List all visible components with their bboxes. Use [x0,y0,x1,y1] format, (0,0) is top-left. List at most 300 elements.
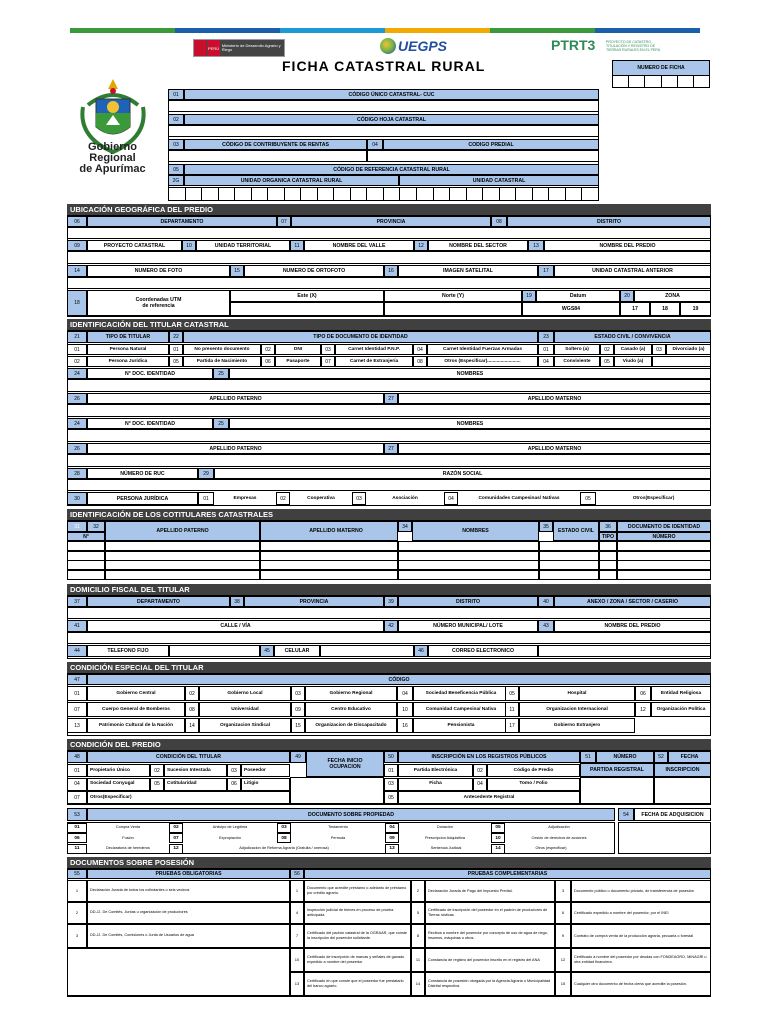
cotitular-cell[interactable] [617,551,711,561]
prueba-number: 1 [290,880,304,902]
code-cell[interactable] [500,188,517,200]
cuc-input[interactable] [168,100,599,112]
prueba-complementaria[interactable]: Certificado del padrón catastral de la OGRAAR, que conste la inscripción del poseedor solicitante. [304,924,411,948]
option-code: 03 [227,764,241,777]
prueba-number: 15 [555,972,571,996]
option-label[interactable]: Gobierno Local [199,686,291,701]
option-label[interactable]: Patrimonio Cultural de la Nación [87,718,185,733]
calle-label: CALLE / VÍA [87,620,384,632]
cotitular-cell[interactable] [539,551,599,561]
option-label[interactable]: Sociedad Beneficencia Pública [413,686,509,701]
cotitular-cell[interactable] [105,551,260,561]
option-label[interactable]: Sociedad Conyugal [87,778,150,791]
option-code: 01 [198,492,214,505]
option-label[interactable]: Permuta [330,835,346,840]
option-label[interactable]: Propietario Único [87,764,150,777]
option-code: 04 [397,686,413,701]
code-cell[interactable] [186,188,203,200]
field-number: 45 [260,645,274,657]
code-cell[interactable] [268,188,285,200]
option-label[interactable]: Empresas [233,495,257,501]
option-label[interactable]: Otros(Especificar) [632,495,675,501]
code-cell[interactable] [169,188,186,200]
cotitular-cell[interactable] [67,551,105,561]
cotitular-cell[interactable] [260,570,398,580]
option-label[interactable]: Gobierno Extranjero [519,718,635,733]
field-number: 35 [539,521,553,532]
telefono-input[interactable] [169,645,260,657]
option-label[interactable]: Expropiación [219,835,241,840]
doc-identidad-label: N° DOC. IDENTIDAD [87,368,213,379]
correo-label: CORREO ELECTRONICO [428,645,538,657]
code-cell[interactable] [202,188,219,200]
option-label[interactable]: Universidad [199,702,291,717]
fecha-inscripcion-input[interactable] [654,777,711,804]
code-cell[interactable] [367,188,384,200]
code-cell[interactable] [566,188,583,200]
ministry-name: Ministerio de Desarrollo Agrario y Riego [221,42,281,52]
field-number: 53 [67,808,87,821]
prueba-complementaria[interactable]: Constancia de registro del poseedor inscrito en el registro del ANA [425,948,555,972]
option-label[interactable]: Declaratoria de herederos [106,845,150,850]
option-label[interactable]: Conviviente [554,356,600,367]
field-number: 42 [384,620,398,632]
cotitular-cell[interactable] [539,541,599,551]
field-number: 17 [538,265,554,277]
prueba-complementaria[interactable]: Constancia de posesión otorgada por la Agencia Agraria o Municipalidad Distrital respectiva. [425,972,555,996]
prueba-complementaria[interactable]: Certificado de inscripción de marcas y señales de ganado expedido a nombre del poseedor [304,948,411,972]
option-code: 02 [276,492,290,505]
option-label[interactable]: Poseedor [241,764,290,777]
option-label[interactable]: Asociación [392,495,418,501]
option-label[interactable]: Adjudicación [548,825,570,830]
field-number: 25 [213,368,229,379]
documento-propiedad-label: DOCUMENTO SOBRE PROPIEDAD [87,808,615,821]
field-number: 50 [384,751,398,763]
option-label[interactable]: Hospital [519,686,635,701]
code-cell[interactable] [434,188,451,200]
option-label[interactable]: Partida Electrónica [398,764,473,777]
field-number: 38 [230,596,244,607]
domicilio-row2-inputs[interactable] [67,632,711,644]
cotitular-cell[interactable] [599,551,617,561]
option-label[interactable]: DNI [275,344,321,355]
cotitular-cell[interactable] [539,570,599,580]
razon-social-label: RAZÓN SOCIAL [214,468,711,479]
field-number: 27 [384,393,398,404]
option-label[interactable]: Donación [436,825,454,830]
field-number: 52 [654,751,668,763]
option-label[interactable]: Prescripcion Adquisitiva [424,835,466,840]
option-label[interactable]: Comunidad Campesina/ Nativa [413,702,509,717]
zona-option-17[interactable]: 17 [620,302,650,316]
prueba-number: 7 [290,924,304,948]
option-label[interactable]: Divorciado (a) [666,344,711,355]
fecha-inicio-input[interactable] [290,777,384,804]
code-cell[interactable] [450,188,467,200]
option-label[interactable]: Sentencia Judicial [430,845,462,850]
option-label[interactable]: Sucesion Intestada [164,764,227,777]
prueba-complementaria[interactable]: Recibos a nombre del poseedor por concepto de uso de agua de riego, insumos, máquinas u otros. [425,924,555,948]
option-code: 05 [505,686,519,701]
estado-civil-label: ESTADO CIVIL / CONVIVENCIA [554,331,711,343]
coordenadas-line2: de referencia [142,303,175,309]
domicilio-provincia-label: PROVINCIA [244,596,384,607]
option-label[interactable]: Anticipo de Legítima [212,825,248,830]
cotitular-cell[interactable] [260,541,398,551]
option-label[interactable]: Cuerpo General de Bomberos [87,702,185,717]
domicilio-row1-inputs[interactable] [67,607,711,619]
option-label[interactable]: Organizacion Sindical [199,718,291,733]
cotitular-cell[interactable] [105,560,260,570]
celular-input[interactable] [320,645,414,657]
gov-name-line2: de Apurímac [79,163,146,175]
option-label[interactable]: Soltero (a) [554,344,600,355]
coordenadas-label [87,290,230,316]
sector-label: NOMBRE DEL SECTOR [428,240,528,251]
option-label[interactable]: Organizacion Internacional [519,702,635,717]
option-label[interactable]: Pensionista [413,718,509,733]
unidad-catastral-label: UNIDAD CATASTRAL [399,175,599,186]
field-number: 2G [168,175,184,186]
cotitular-apellido-materno-label: APELLIDO MATERNO [260,521,398,541]
option-label[interactable]: Organización Política [651,702,711,717]
option-label[interactable]: Pasaporte [275,356,321,367]
option-code: 08 [277,833,291,843]
option-code: 12 [169,844,183,854]
prueba-complementaria[interactable]: Documento público o documento privado, de transferencia de posesión [571,880,711,902]
cotitular-cell[interactable] [617,560,711,570]
ruc-razon-inputs[interactable] [67,479,711,491]
cotitular-cell[interactable] [599,541,617,551]
field-number: 19 [522,290,536,302]
option-label[interactable]: Partida de Nacimiento [183,356,261,367]
inscripcion-fecha-label: INSCRIPCION [654,763,711,777]
option-code: 11 [505,702,519,717]
section-ubicacion: UBICACIÓN GEOGRÁFICA DEL PREDIO [67,204,711,215]
code-cell[interactable] [384,188,401,200]
option-label[interactable]: Adjudicacion de Reforma Agraria (Gratuita / onerosa) [239,845,329,850]
code-cell[interactable] [417,188,434,200]
codigo-predial-input[interactable] [367,150,599,162]
field-number: 23 [538,331,554,343]
cotitular-cell[interactable] [398,541,539,551]
code-cell[interactable] [467,188,484,200]
code-cell[interactable] [285,188,302,200]
option-label[interactable]: Comunidades Campesinas/ Nativas [478,495,560,501]
cotitular-numero-label: NÚMERO [617,532,711,541]
prueba-number: 12 [555,948,571,972]
code-cell[interactable] [235,188,252,200]
apellido-paterno-label: APELLIDO PATERNO [87,393,384,404]
departamento-label: DEPARTAMENTO [87,216,277,227]
cotitular-cell[interactable] [398,551,539,561]
field-number: 41 [67,620,87,632]
predio-label: NOMBRE DEL PREDIO [544,240,711,251]
option-label[interactable]: Entidad Religiosa [651,686,711,701]
field-number: 24 [67,418,87,429]
option-code: 07 [321,356,335,367]
code-cell[interactable] [252,188,269,200]
field-number: 54 [618,808,634,821]
inscripcion-label: INSCRIPCIÓN EN LOS REGISTROS PÚBLICOS [398,751,580,763]
prueba-number: 1 [67,880,87,902]
field-number: 27 [384,443,398,454]
field-number: 14 [67,265,87,277]
field-number: 51 [580,751,596,763]
ubicacion-row1-inputs[interactable] [67,227,711,239]
ortofoto-label: NUMERO DE ORTOFOTO [244,265,384,277]
option-label[interactable]: No presento documento [183,344,261,355]
foto-label: NUMERO DE FOTO [87,265,230,277]
field-number: 04 [367,139,383,150]
cotitular-cell[interactable] [105,570,260,580]
gov-name-line1: Gobierno Regional [88,141,137,164]
ptrt-logo: PTRT3 [551,37,596,53]
option-label[interactable]: Cooperativa [307,495,335,501]
option-label[interactable]: Antecedente Registral [398,791,580,804]
code-cell[interactable] [334,188,351,200]
option-code: 04 [473,778,487,791]
hoja-catastral-input[interactable] [168,125,599,137]
option-label[interactable]: Viudo (a) [614,356,652,367]
field-number: 36 [599,521,617,532]
option-code: 06 [67,833,87,843]
option-label[interactable]: Compra Venta [115,825,141,830]
option-code: 02 [67,356,87,367]
prueba-complementaria[interactable]: Certificado en que conste que el poseedor fue prestatario del banco agrario. [304,972,411,996]
cotitular-cell[interactable] [398,570,539,580]
option-code: 02 [169,823,183,833]
numero-ficha-label: NUMERO DE FICHA [613,61,709,76]
option-label[interactable]: Carnet Identidad P.N.P. [335,344,413,355]
ubicacion-row2-inputs[interactable] [67,251,711,264]
option-code: 10 [397,702,413,717]
code-cell[interactable] [301,188,318,200]
code-cell[interactable] [533,188,550,200]
option-label[interactable]: Persona Natural [87,344,169,355]
cotitular-cell[interactable] [67,560,105,570]
proyecto-label: PROYECTO CATASTRAL [87,240,182,251]
option-code: 03 [321,344,335,355]
option-label[interactable]: Carnet Identidad Fuerzas Armadas [427,344,538,355]
option-code: 14 [185,718,199,733]
prueba-number: 3 [555,880,571,902]
prueba-obligatoria[interactable]: DD.JJ. De Comités, Juntas u organización de productores [87,902,290,924]
code-cell[interactable] [351,188,368,200]
field-number: 15 [230,265,244,277]
code-cell[interactable] [400,188,417,200]
fecha-adquisicion-label: FECHA DE ADQUISICION [634,808,711,821]
titular1-apellidos-inputs[interactable] [67,404,711,417]
prueba-complementaria[interactable]: Certificado de inscripción del poseedor en el padrón de productores de Tierras rústicas [425,902,555,924]
option-code: 02 [261,344,275,355]
ministry-logo [193,39,285,57]
option-label[interactable]: Fusión [122,835,134,840]
prueba-complementaria[interactable]: Certificado a nombre del poseedor por deudas con FONDEAGRO, MINAGRI u otra entidad financiera. [571,948,711,972]
valle-label: NOMBRE DEL VALLE [304,240,414,251]
titular2-apellidos-inputs[interactable] [67,454,711,467]
cotitular-cell[interactable] [617,570,711,580]
option-code: 01 [67,823,87,833]
apellido-materno-label: APELLIDO MATERNO [398,443,711,454]
anexo-label: ANEXO / ZONA / SECTOR / CASERIO [554,596,711,607]
cotitular-cell[interactable] [67,570,105,580]
field-number: 39 [384,596,398,607]
topbar-segment [595,28,700,33]
prueba-number: 11 [411,948,425,972]
field-number: 26 [67,443,87,454]
option-label[interactable]: Cesión de derechos de acciones [531,835,587,840]
option-label[interactable]: Centro Educativo [305,702,397,717]
field-number: 24 [67,368,87,379]
prueba-complementaria[interactable]: Declaración Jurada de Pago del Impuesto Predial. [425,880,555,902]
option-code: 02 [600,344,614,355]
cotitular-cell[interactable] [67,541,105,551]
cotitular-cell[interactable] [599,570,617,580]
condicion-titular-label: CONDICIÓN DEL TITULAR [87,751,290,763]
code-cell[interactable] [582,188,598,200]
option-label[interactable]: Otros (especificar) [535,845,567,850]
celular-label: CELULAR [274,645,320,657]
field-number: 05 [168,164,184,175]
titular2-id-inputs[interactable] [67,429,711,442]
option-code: 04 [413,344,427,355]
option-label[interactable]: Ficha [398,778,473,791]
prueba-complementaria[interactable]: Inspección judicial de bienes en proceso de prueba anticipada [304,902,411,924]
cuc-label: CÓDIGO ÚNICO CATASTRAL- CUC [184,89,599,100]
norte-label: Norte (Y) [384,290,522,302]
prueba-number: 2 [411,880,425,902]
option-code: 08 [413,356,427,367]
prueba-complementaria[interactable]: Certificado expedido a nombre del poseedor, por el INEI [571,902,711,924]
zona-label: ZONA [634,290,711,302]
code-cell[interactable] [219,188,236,200]
correo-input[interactable] [538,645,711,657]
cotitular-apellido-paterno-label: APELLIDO PATERNO [105,521,260,541]
option-code: 04 [444,492,458,505]
cotitular-cell[interactable] [539,560,599,570]
option-code: 01 [538,344,554,355]
globe-icon [380,38,396,54]
prueba-complementaria[interactable]: Cualquier otro documento de fecha cierta que acredite la posesión. [571,972,711,996]
zona-option-18[interactable]: 18 [650,302,680,316]
fecha-inicio-label [306,751,384,777]
uegps-logo [380,38,447,54]
code-cell[interactable] [549,188,566,200]
cotitular-number-label: N° [67,532,105,541]
titular1-id-inputs[interactable] [67,379,711,392]
prueba-complementaria[interactable]: Documento que acredite préstamo o adelanto de préstamo por crédito agrario. [304,880,411,902]
zona-option-19[interactable]: 19 [680,302,711,316]
option-label[interactable]: Persona Jurídica [87,356,169,367]
option-label[interactable]: Litigio [241,778,290,791]
norte-input[interactable] [384,302,522,316]
option-code: 05 [600,356,614,367]
blank-cell [67,948,290,996]
este-label: Este (X) [230,290,384,302]
option-label[interactable]: Cotitularidad [164,778,227,791]
unidad-organica-label: UNIDAD ORGANICA CATASTRAL RURAL [184,175,399,186]
option-code: 06 [261,356,275,367]
option-code: 01 [67,764,87,777]
topbar-segment [385,28,490,33]
field-number: 49 [290,751,306,763]
cotitular-estado-label: ESTADO CIVIL [553,521,599,541]
code-cell[interactable] [483,188,500,200]
option-label[interactable]: Carnet de Extranjería [335,356,413,367]
prueba-number: 2 [67,902,87,924]
option-label[interactable]: Testamento [328,825,348,830]
option-label[interactable]: Casado (a) [614,344,652,355]
section-posesion: DOCUMENTOS SOBRE POSESIÓN [67,857,711,868]
partida-input[interactable] [580,777,654,804]
peru-label: PERÚ [207,40,219,56]
option-label[interactable]: Otros (Especificar)......................... [427,356,538,367]
field-number: 06 [67,216,87,227]
cotitular-cell[interactable] [260,560,398,570]
option-code: 15 [291,718,305,733]
prueba-number: 5 [411,902,425,924]
nombres-label: NOMBRES [229,418,711,429]
hoja-catastral-label: CÓDIGO HOJA CATASTRAL [184,114,599,125]
cotitular-cell[interactable] [105,541,260,551]
option-code: 02 [185,686,199,701]
option-label[interactable]: Otros(Especificar) [87,791,290,804]
option-code: 01 [384,764,398,777]
numero-ficha-cells[interactable] [613,76,709,88]
ubicacion-row3-inputs[interactable] [67,277,711,289]
option-code: 05 [580,492,596,505]
option-label[interactable]: Gobierno Central [87,686,185,701]
option-label[interactable]: Organizacion de Discapacitado [305,718,397,733]
option-code: 03 [277,823,291,833]
domicilio-distrito-label: DISTRITO [398,596,538,607]
cotitular-cell[interactable] [617,541,711,551]
option-code: 06 [635,686,651,701]
numero-ficha-box [612,60,710,88]
topbar-segment [70,28,175,33]
prueba-complementaria[interactable]: Contrato de compra venta de la producción agraria, pecuaria o forestal [571,924,711,948]
unidad-territorial-label: UNIDAD TERRITORIAL [196,240,290,251]
uc-anterior-label: UNIDAD CATASTRAL ANTERIOR [554,265,711,277]
este-input[interactable] [230,302,384,316]
field-number: 46 [414,645,428,657]
contribuyente-input[interactable] [168,150,367,162]
cotitular-cell[interactable] [260,551,398,561]
prueba-number: 8 [411,924,425,948]
fecha-adquisicion-input[interactable] [618,822,711,854]
topbar-segment [490,28,595,33]
uegps-text: UEGPS [398,38,448,54]
code-cell[interactable] [516,188,533,200]
domicilio-departamento-label: DEPARTAMENTO [87,596,230,607]
prueba-obligatoria[interactable]: DD.JJ. De Comités, Comisiones o Junta de Usuarios de agua [87,924,290,948]
code-cell[interactable] [318,188,335,200]
top-color-bar [70,28,700,33]
option-label[interactable]: Código de Predio [487,764,580,777]
cotitular-cell[interactable] [599,560,617,570]
option-label[interactable]: Gobierno Regional [305,686,397,701]
field-number: 03 [168,139,184,150]
referencia-code-cells[interactable] [168,187,599,201]
field-number: 12 [414,240,428,251]
option-label[interactable]: Tomo / Folio [487,778,580,791]
field-number: 09 [67,240,87,251]
cotitular-cell[interactable] [398,560,539,570]
prueba-obligatoria[interactable]: Declaración Jurada de todos los colindantes o seis vecinos [87,880,290,902]
telefono-label: TELEFONO FIJO [87,645,169,657]
